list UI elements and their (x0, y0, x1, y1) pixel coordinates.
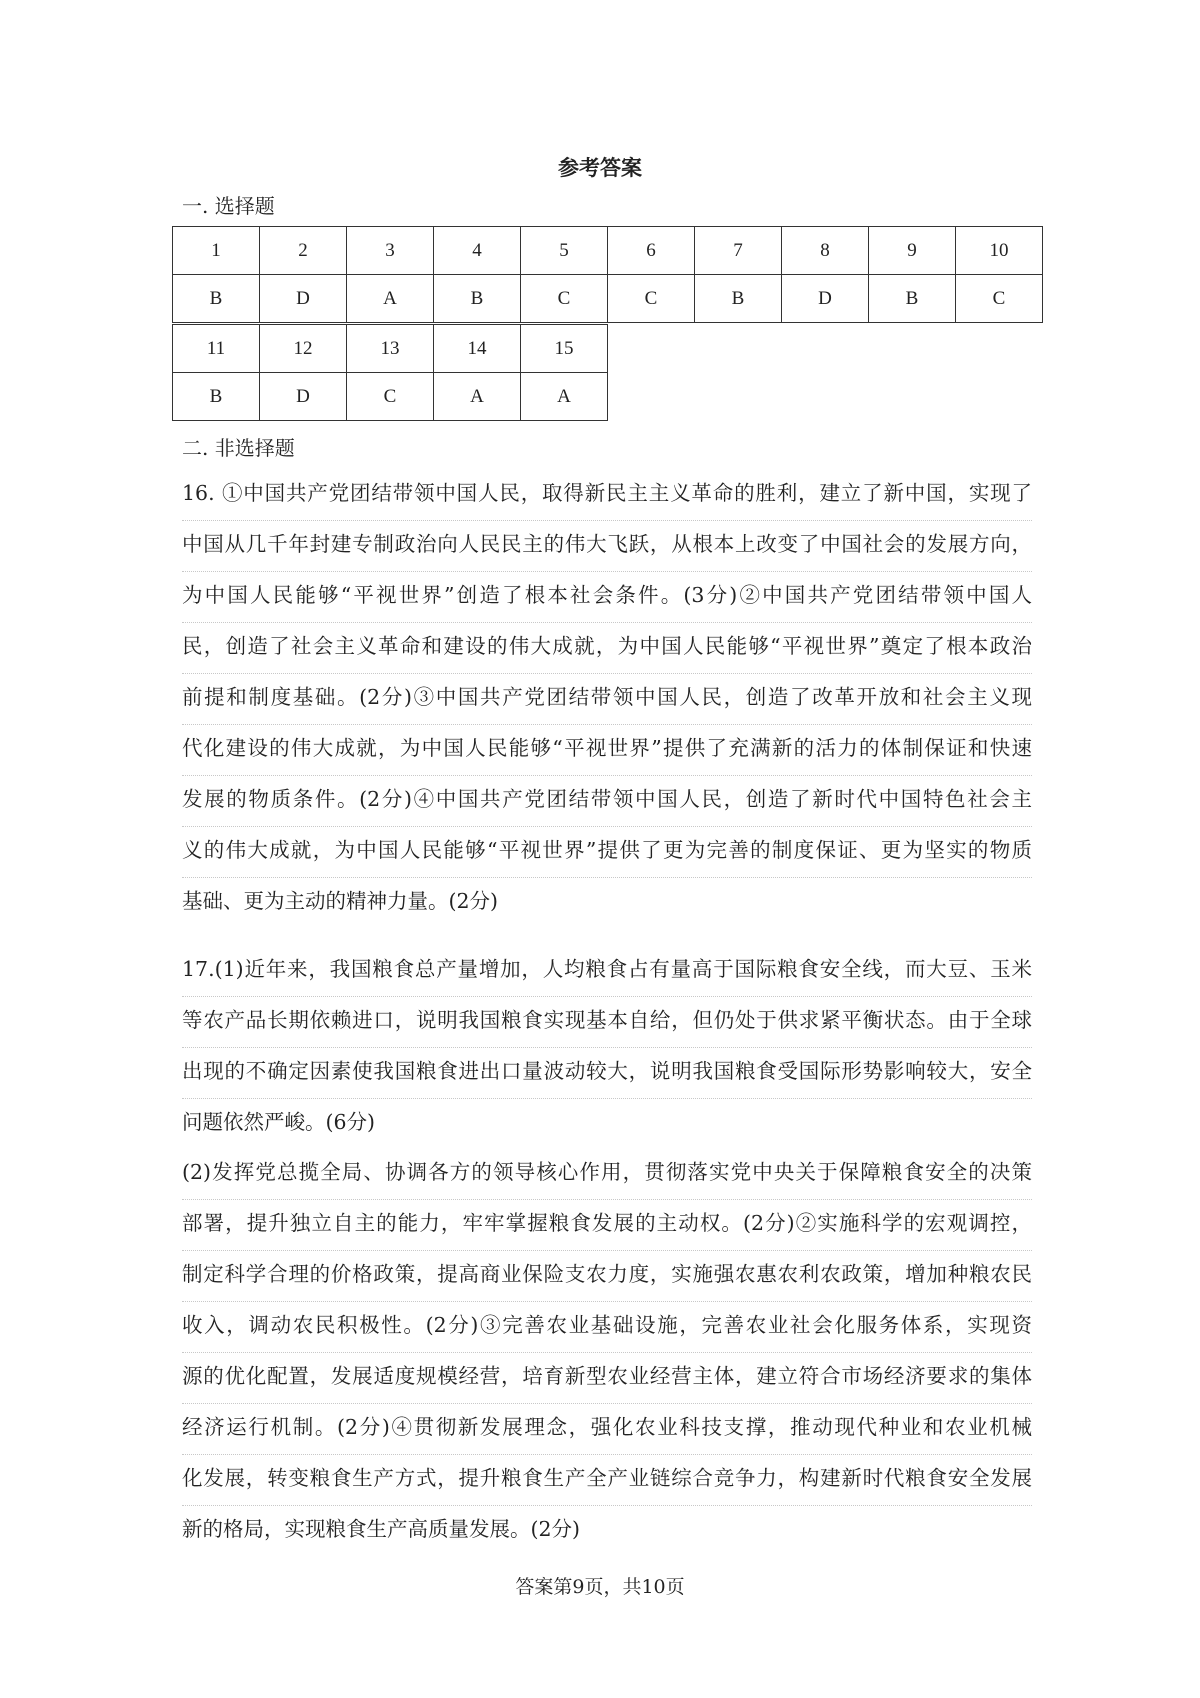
answer-letter-cell: A (434, 373, 521, 421)
question-number-cell: 14 (434, 325, 521, 373)
answer-table-11-15 (172, 324, 608, 421)
answer-letter-cell: B (869, 275, 956, 323)
answer-letter-cell: D (260, 373, 347, 421)
question-number-cell: 5 (521, 227, 608, 275)
answer-letter-cell: D (260, 275, 347, 323)
answer-line: 为中国人民能够“平视世界”创造了根本社会条件。(3分)②中国共产党团结带领中国人 (182, 572, 1032, 623)
answer-line: 民，创造了社会主义革命和建设的伟大成就，为中国人民能够“平视世界”奠定了根本政治 (182, 623, 1032, 674)
answer-line: 17.(1)近年来，我国粮食总产量增加，人均粮食占有量高于国际粮食安全线，而大豆、玉米 (182, 946, 1032, 997)
answer-line: 代化建设的伟大成就，为中国人民能够“平视世界”提供了充满新的活力的体制保证和快速 (182, 725, 1032, 776)
question-17-answer (182, 946, 1032, 1556)
section-open-questions-heading: 二. 非选择题 (182, 436, 295, 460)
answer-letter-cell: C (521, 275, 608, 323)
question-number-cell: 2 (260, 227, 347, 275)
question-number-cell: 15 (521, 325, 608, 373)
answer-line: (2)发挥党总揽全局、协调各方的领导核心作用，贯彻落实党中央关于保障粮食安全的决策 (182, 1149, 1032, 1200)
answer-line: 新的格局，实现粮食生产高质量发展。(2分) (182, 1517, 581, 1541)
question-number-cell: 1 (173, 227, 260, 275)
answer-line: 部署，提升独立自主的能力，牢牢掌握粮食发展的主动权。(2分)②实施科学的宏观调控， (182, 1200, 1032, 1251)
question-number-row (173, 227, 1043, 275)
answer-letter-cell: C (956, 275, 1043, 323)
section-multiple-choice-heading: 一. 选择题 (182, 194, 275, 218)
answer-line: 基础、更为主动的精神力量。(2分) (182, 889, 499, 913)
answer-line: 等农产品长期依赖进口，说明我国粮食实现基本自给，但仍处于供求紧平衡状态。由于全球 (182, 997, 1032, 1048)
question-number-cell: 10 (956, 227, 1043, 275)
question-number-cell: 7 (695, 227, 782, 275)
answer-line: 源的优化配置，发展适度规模经营，培育新型农业经营主体，建立符合市场经济要求的集体 (182, 1353, 1032, 1404)
question-number-cell: 13 (347, 325, 434, 373)
question-number-cell: 8 (782, 227, 869, 275)
question-number-row (173, 325, 608, 373)
answer-table-1-10 (172, 226, 1043, 323)
answer-letter-cell: C (347, 373, 434, 421)
answer-line: 义的伟大成就，为中国人民能够“平视世界”提供了更为完善的制度保证、更为坚实的物质 (182, 827, 1032, 878)
answer-letter-cell: C (608, 275, 695, 323)
page-title: 参考答案 (558, 155, 642, 180)
answer-letter-cell: D (782, 275, 869, 323)
page-footer: 答案第9页，共10页 (515, 1576, 685, 1598)
question-number-cell: 4 (434, 227, 521, 275)
answer-letter-cell: B (695, 275, 782, 323)
answer-letter-cell: B (173, 373, 260, 421)
question-number-cell: 6 (608, 227, 695, 275)
question-number-cell: 12 (260, 325, 347, 373)
answer-letter-row (173, 275, 1043, 323)
question-number-cell: 3 (347, 227, 434, 275)
answer-line: 前提和制度基础。(2分)③中国共产党团结带领中国人民，创造了改革开放和社会主义现 (182, 674, 1032, 725)
answer-line: 发展的物质条件。(2分)④中国共产党团结带领中国人民，创造了新时代中国特色社会主 (182, 776, 1032, 827)
answer-letter-cell: B (434, 275, 521, 323)
question-16-answer (182, 470, 1032, 928)
answer-line: 出现的不确定因素使我国粮食进出口量波动较大，说明我国粮食受国际形势影响较大，安全 (182, 1048, 1032, 1099)
answer-letter-cell: A (347, 275, 434, 323)
answer-line: 制定科学合理的价格政策，提高商业保险支农力度，实施强农惠农利农政策，增加种粮农民 (182, 1251, 1032, 1302)
answer-letter-cell: B (173, 275, 260, 323)
answer-line: 经济运行机制。(2分)④贯彻新发展理念，强化农业科技支撑，推动现代种业和农业机械 (182, 1404, 1032, 1455)
answer-letter-cell: A (521, 373, 608, 421)
answer-line: 化发展，转变粮食生产方式，提升粮食生产全产业链综合竞争力，构建新时代粮食安全发展 (182, 1455, 1032, 1506)
answer-line: 中国从几千年封建专制政治向人民民主的伟大飞跃，从根本上改变了中国社会的发展方向， (182, 521, 1032, 572)
answer-line: 16. ①中国共产党团结带领中国人民，取得新民主主义革命的胜利，建立了新中国，实现了 (182, 470, 1032, 521)
answer-letter-row (173, 373, 608, 421)
question-number-cell: 11 (173, 325, 260, 373)
answer-line: 收入，调动农民积极性。(2分)③完善农业基础设施，完善农业社会化服务体系，实现资 (182, 1302, 1032, 1353)
answer-line: 问题依然严峻。(6分) (182, 1110, 376, 1134)
question-number-cell: 9 (869, 227, 956, 275)
